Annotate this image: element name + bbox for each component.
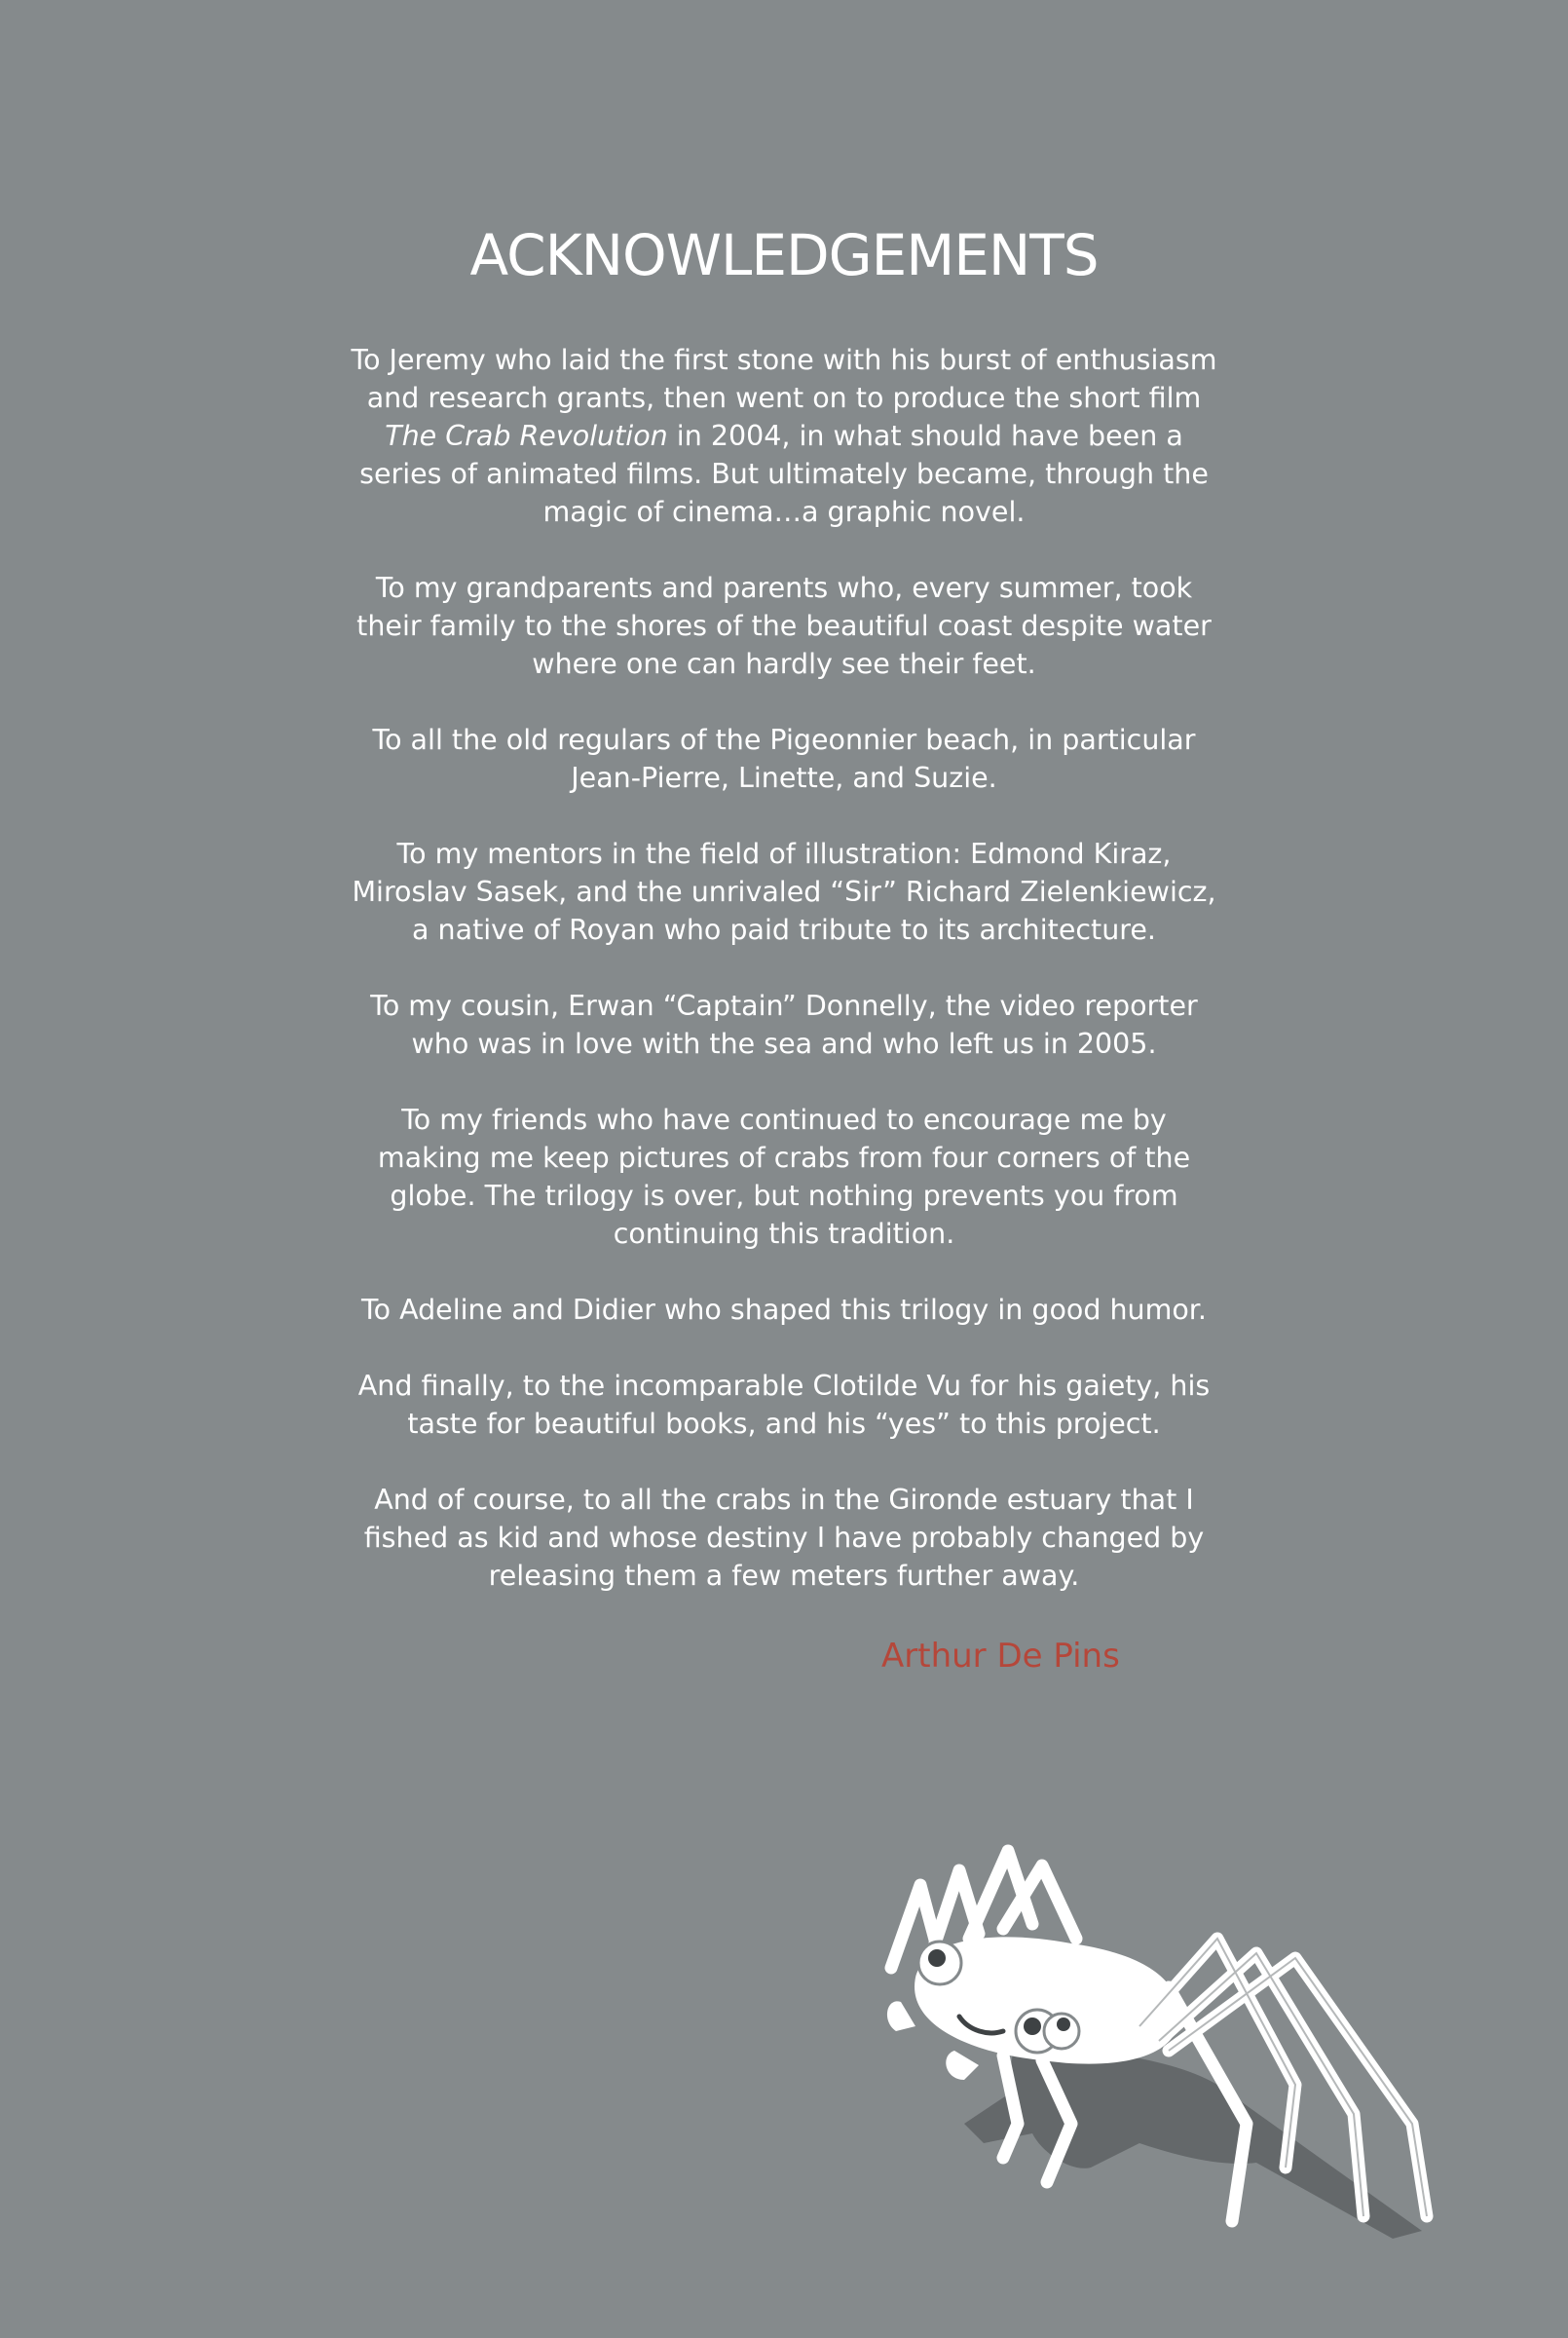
text-line: taste for beautiful books, and his “yes” to this project. (407, 1408, 1161, 1440)
text-line: To all the old regulars of the Pigeonnier beach, in particular (372, 724, 1196, 756)
crab-icon (847, 1831, 1441, 2250)
text-fragment: in 2004, in what should have been a (667, 420, 1183, 452)
paragraph-jeremy (351, 341, 1217, 531)
paragraph-adeline-didier (351, 1291, 1217, 1329)
text-line: To my grandparents and parents who, every summer, took (375, 572, 1193, 604)
text-line: And finally, to the incomparable Clotilde Vu for his gaiety, his (357, 1370, 1211, 1402)
paragraph-mentors (351, 835, 1217, 949)
text-line: To Adeline and Didier who shaped this trilogy in good humor. (361, 1294, 1207, 1326)
text-line: making me keep pictures of crabs from four corners of the (377, 1142, 1191, 1174)
text-line: a native of Royan who paid tribute to its architecture. (412, 914, 1156, 946)
text-line: and research grants, then went on to produce the short film (366, 382, 1202, 414)
text-line: Miroslav Sasek, and the unrivaled “Sir” Richard Zielenkiewicz, (352, 876, 1216, 908)
text-line: To Jeremy who laid the first stone with his burst of enthusiasm (351, 344, 1217, 376)
crab-claw-left (887, 2001, 915, 2031)
text-line: their family to the shores of the beautiful coast despite water (356, 610, 1212, 642)
crab-claw-right (946, 2051, 979, 2080)
text-line: series of animated films. But ultimately became, through the (359, 458, 1209, 490)
paragraph-crabs (351, 1481, 1217, 1595)
paragraph-friends (351, 1101, 1217, 1253)
text-line: To my friends who have continued to encourage me by (401, 1104, 1167, 1136)
paragraph-cousin (351, 987, 1217, 1063)
acknowledgements-body (351, 341, 1217, 1633)
paragraph-regulars (351, 721, 1217, 797)
text-line: continuing this tradition. (613, 1218, 955, 1250)
page-title: ACKNOWLEDGEMENTS (469, 222, 1099, 288)
paragraph-clotilde (351, 1367, 1217, 1443)
author-signature: Arthur De Pins (881, 1637, 1120, 1676)
text-line: globe. The trilogy is over, but nothing prevents you from (390, 1180, 1178, 1212)
text-line: To my cousin, Erwan “Captain” Donnelly, the video reporter (370, 990, 1198, 1022)
text-line: who was in love with the sea and who left us in 2005. (411, 1028, 1157, 1060)
text-line: releasing them a few meters further away. (488, 1560, 1080, 1592)
text-line: To my mentors in the field of illustration: Edmond Kiraz, (396, 838, 1172, 870)
paragraph-grandparents (351, 569, 1217, 683)
text-line: Jean-Pierre, Linette, and Suzie. (571, 762, 997, 794)
text-line: where one can hardly see their feet. (532, 648, 1036, 680)
text-line: magic of cinema…a graphic novel. (542, 496, 1026, 528)
text-line: fished as kid and whose destiny I have probably changed by (363, 1522, 1205, 1554)
film-title: The Crab Revolution (385, 420, 668, 452)
text-line: And of course, to all the crabs in the Gironde estuary that I (374, 1484, 1194, 1516)
text-line (351, 417, 1217, 455)
